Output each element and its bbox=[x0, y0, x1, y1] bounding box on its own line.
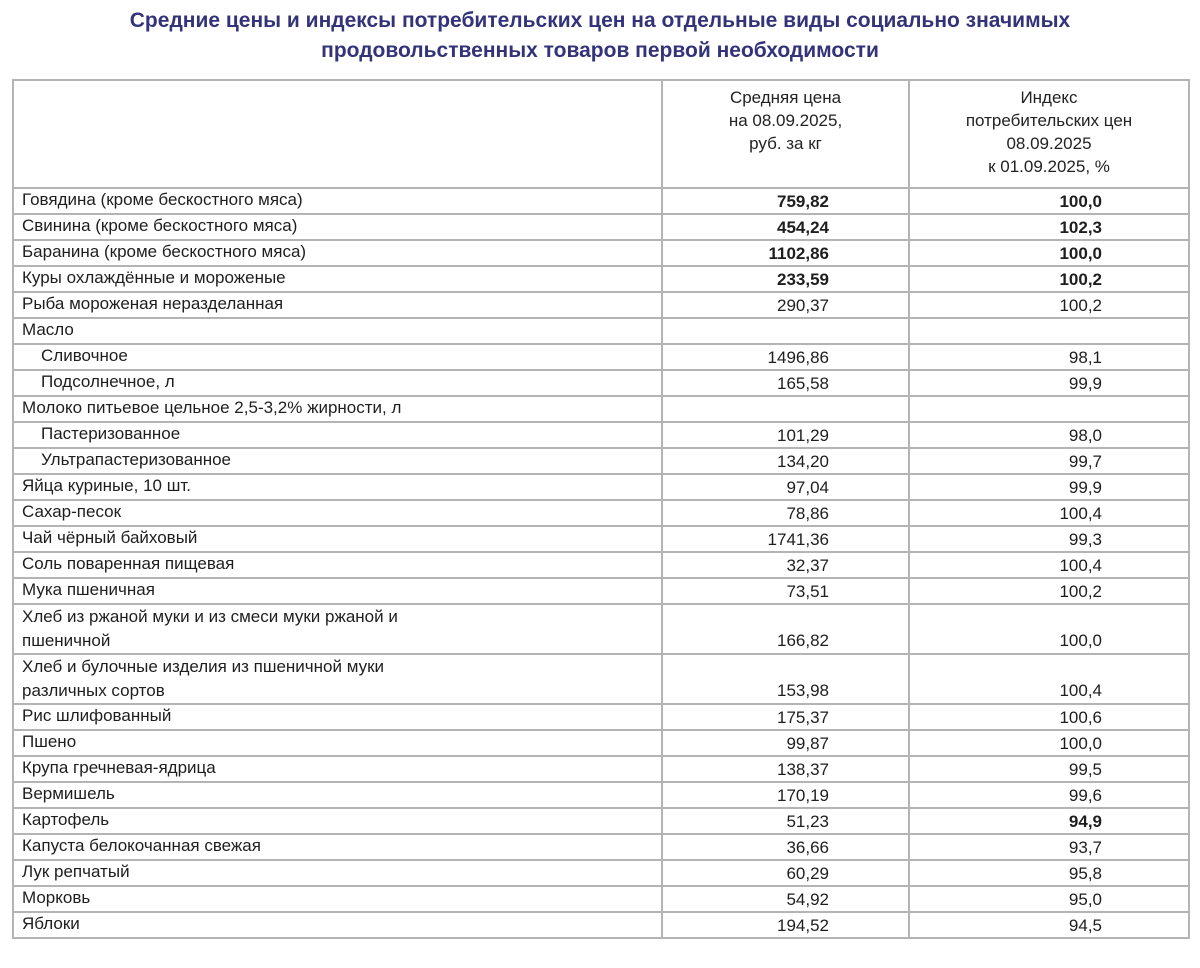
row-price: 73,51 bbox=[662, 578, 909, 604]
row-price: 134,20 bbox=[662, 448, 909, 474]
row-index: 99,9 bbox=[909, 370, 1189, 396]
row-price: 60,29 bbox=[662, 860, 909, 886]
row-index: 99,9 bbox=[909, 474, 1189, 500]
row-group-name: Молоко питьевое цельное 2,5-3,2% жирности, л bbox=[13, 396, 662, 422]
row-index: 94,5 bbox=[909, 912, 1189, 938]
table-row-group bbox=[13, 396, 1189, 422]
row-index: 100,6 bbox=[909, 704, 1189, 730]
row-index: 99,6 bbox=[909, 782, 1189, 808]
page-title-line-1: Средние цены и индексы потребительских цен на отдельные виды социально значимых bbox=[129, 9, 1071, 32]
row-index: 99,7 bbox=[909, 448, 1189, 474]
row-price: 454,24 bbox=[662, 214, 909, 240]
row-index: 100,0 bbox=[909, 730, 1189, 756]
row-price: 165,58 bbox=[662, 370, 909, 396]
table-row bbox=[13, 526, 1189, 552]
row-index: 102,3 bbox=[909, 214, 1189, 240]
prices-table bbox=[12, 79, 1190, 939]
row-name: Соль поваренная пищевая bbox=[13, 552, 662, 578]
row-name: Рис шлифованный bbox=[13, 704, 662, 730]
row-price: 99,87 bbox=[662, 730, 909, 756]
row-name: Яйца куриные, 10 шт. bbox=[13, 474, 662, 500]
row-group-name: Масло bbox=[13, 318, 662, 344]
row-name: Пшено bbox=[13, 730, 662, 756]
table-row bbox=[13, 756, 1189, 782]
row-index: 95,8 bbox=[909, 860, 1189, 886]
header-price-line: на 08.09.2025, bbox=[728, 111, 843, 130]
row-price: 759,82 bbox=[662, 188, 909, 214]
row-name: Говядина (кроме бескостного мяса) bbox=[13, 188, 662, 214]
row-price: 36,66 bbox=[662, 834, 909, 860]
row-name-line: различных сортов bbox=[22, 681, 165, 700]
header-index-line: 08.09.2025 bbox=[1006, 134, 1092, 153]
row-name: Ультрапастеризованное bbox=[13, 448, 662, 474]
table-row bbox=[13, 474, 1189, 500]
table-row-group bbox=[13, 318, 1189, 344]
row-index: 100,0 bbox=[909, 240, 1189, 266]
row-name-line: Хлеб из ржаной муки и из смеси муки ржаной и bbox=[22, 607, 398, 626]
row-index: 100,4 bbox=[909, 552, 1189, 578]
table-row bbox=[13, 344, 1189, 370]
row-index: 100,2 bbox=[909, 266, 1189, 292]
row-index bbox=[909, 396, 1189, 422]
row-index: 98,0 bbox=[909, 422, 1189, 448]
row-name: Свинина (кроме бескостного мяса) bbox=[13, 214, 662, 240]
row-price: 1496,86 bbox=[662, 344, 909, 370]
row-price: 290,37 bbox=[662, 292, 909, 318]
header-price-line: руб. за кг bbox=[749, 134, 822, 153]
row-price: 97,04 bbox=[662, 474, 909, 500]
row-price: 166,82 bbox=[662, 604, 909, 654]
row-index: 100,0 bbox=[909, 188, 1189, 214]
row-name: Вермишель bbox=[13, 782, 662, 808]
row-price: 153,98 bbox=[662, 654, 909, 704]
table-row bbox=[13, 370, 1189, 396]
row-name: Сахар-песок bbox=[13, 500, 662, 526]
table-row bbox=[13, 188, 1189, 214]
row-name bbox=[13, 604, 662, 654]
row-name-line: Хлеб и булочные изделия из пшеничной муки bbox=[22, 657, 385, 676]
table-row bbox=[13, 860, 1189, 886]
table-row bbox=[13, 730, 1189, 756]
row-index: 100,2 bbox=[909, 578, 1189, 604]
row-name: Морковь bbox=[13, 886, 662, 912]
table-row bbox=[13, 552, 1189, 578]
table-row bbox=[13, 214, 1189, 240]
row-name bbox=[13, 654, 662, 704]
row-price: 78,86 bbox=[662, 500, 909, 526]
row-price: 101,29 bbox=[662, 422, 909, 448]
row-price: 175,37 bbox=[662, 704, 909, 730]
table-row bbox=[13, 240, 1189, 266]
row-price bbox=[662, 396, 909, 422]
row-index: 98,1 bbox=[909, 344, 1189, 370]
row-index: 94,9 bbox=[909, 808, 1189, 834]
row-name: Мука пшеничная bbox=[13, 578, 662, 604]
header-index-line: Индекс bbox=[1020, 88, 1078, 107]
row-price: 1102,86 bbox=[662, 240, 909, 266]
row-name: Куры охлаждённые и мороженые bbox=[13, 266, 662, 292]
row-index: 100,2 bbox=[909, 292, 1189, 318]
row-index: 100,0 bbox=[909, 604, 1189, 654]
page-title bbox=[0, 6, 1200, 66]
row-index: 100,4 bbox=[909, 500, 1189, 526]
row-price bbox=[662, 318, 909, 344]
row-price: 54,92 bbox=[662, 886, 909, 912]
page-title-line-2: продовольственных товаров первой необходимости bbox=[321, 39, 879, 62]
table-row bbox=[13, 886, 1189, 912]
row-index bbox=[909, 318, 1189, 344]
header-index bbox=[909, 80, 1189, 188]
row-price: 170,19 bbox=[662, 782, 909, 808]
header-price-line: Средняя цена bbox=[729, 88, 842, 107]
row-index: 100,4 bbox=[909, 654, 1189, 704]
row-name: Капуста белокочанная свежая bbox=[13, 834, 662, 860]
row-name: Пастеризованное bbox=[13, 422, 662, 448]
header-index-line: к 01.09.2025, % bbox=[988, 157, 1110, 176]
row-price: 138,37 bbox=[662, 756, 909, 782]
header-index-line: потребительских цен bbox=[965, 111, 1133, 130]
table-header bbox=[13, 80, 1189, 188]
table-row bbox=[13, 448, 1189, 474]
row-price: 32,37 bbox=[662, 552, 909, 578]
table-row bbox=[13, 266, 1189, 292]
table-row bbox=[13, 834, 1189, 860]
row-name: Сливочное bbox=[13, 344, 662, 370]
table-row bbox=[13, 782, 1189, 808]
row-name: Картофель bbox=[13, 808, 662, 834]
row-name: Баранина (кроме бескостного мяса) bbox=[13, 240, 662, 266]
row-price: 194,52 bbox=[662, 912, 909, 938]
table-row bbox=[13, 422, 1189, 448]
row-index: 93,7 bbox=[909, 834, 1189, 860]
table-row bbox=[13, 292, 1189, 318]
table-row bbox=[13, 500, 1189, 526]
row-index: 95,0 bbox=[909, 886, 1189, 912]
row-index: 99,3 bbox=[909, 526, 1189, 552]
header-name bbox=[13, 80, 662, 188]
row-name: Рыба мороженая неразделанная bbox=[13, 292, 662, 318]
header-price bbox=[662, 80, 909, 188]
row-name: Чай чёрный байховый bbox=[13, 526, 662, 552]
row-name-line: пшеничной bbox=[22, 631, 111, 650]
table-body bbox=[13, 188, 1189, 938]
row-price: 1741,36 bbox=[662, 526, 909, 552]
row-name: Лук репчатый bbox=[13, 860, 662, 886]
row-name: Яблоки bbox=[13, 912, 662, 938]
table-row bbox=[13, 654, 1189, 704]
table-row bbox=[13, 578, 1189, 604]
table-header-row bbox=[13, 80, 1189, 188]
table-row bbox=[13, 704, 1189, 730]
row-name: Крупа гречневая-ядрица bbox=[13, 756, 662, 782]
row-index: 99,5 bbox=[909, 756, 1189, 782]
table-row bbox=[13, 912, 1189, 938]
row-price: 51,23 bbox=[662, 808, 909, 834]
table-row bbox=[13, 604, 1189, 654]
row-name: Подсолнечное, л bbox=[13, 370, 662, 396]
row-price: 233,59 bbox=[662, 266, 909, 292]
table-row bbox=[13, 808, 1189, 834]
